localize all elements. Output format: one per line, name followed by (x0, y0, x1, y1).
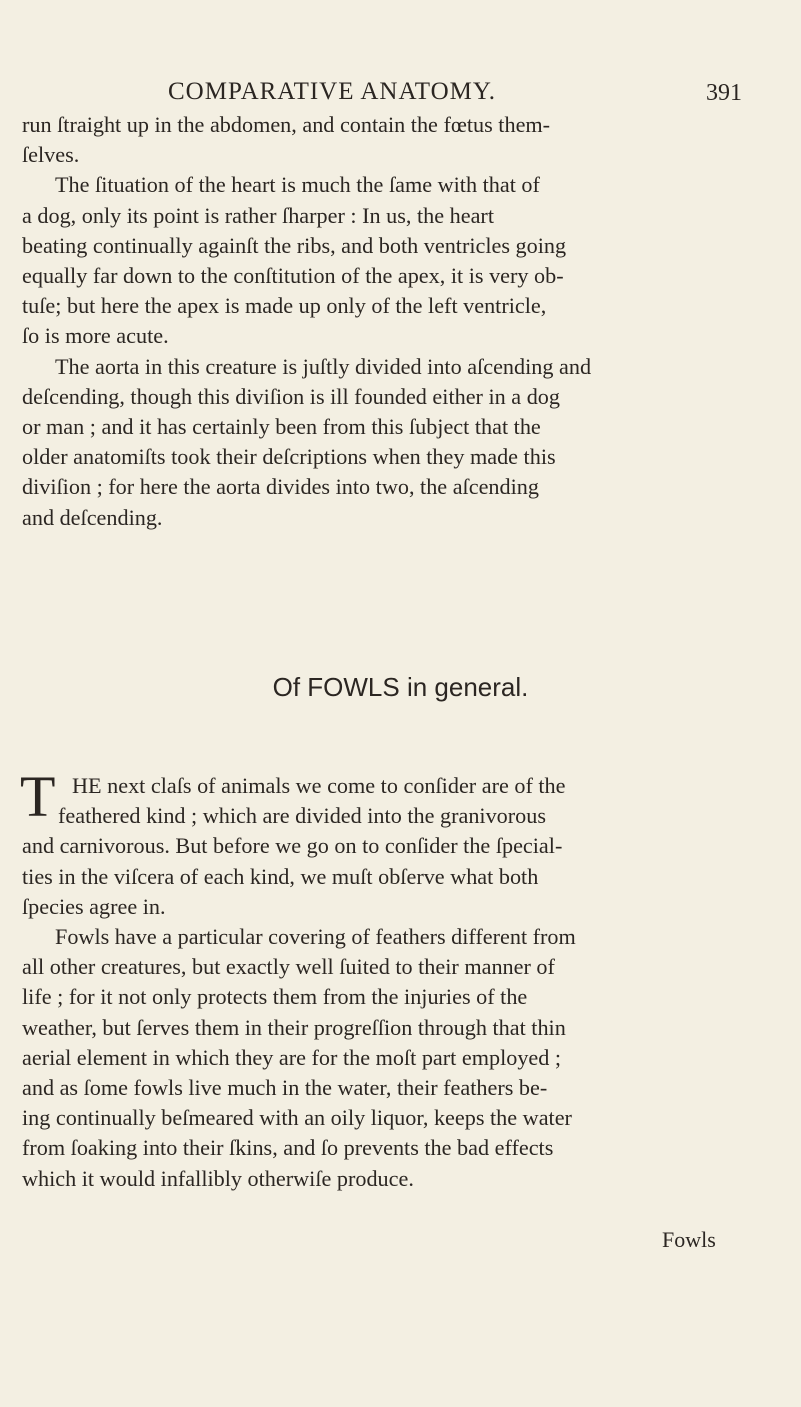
running-title: COMPARATIVE ANATOMY. (168, 78, 496, 105)
text-line: and carnivorous. But before we go on to conſider the ſpecial- (22, 833, 563, 859)
text-line: feathered kind ; which are divided into the granivorous (58, 803, 546, 829)
text-line: ſo is more acute. (22, 323, 169, 349)
drop-cap: T (20, 764, 56, 829)
section-heading: Of FOWLS in general. (272, 672, 529, 702)
text-line: weather, but ſerves them in their progreſſion through that thin (22, 1014, 566, 1040)
text-line: a dog, only its point is rather ſharper : In us, the heart (22, 202, 494, 228)
text-line: aerial element in which they are for the moſt part employed ; (22, 1044, 562, 1070)
section-fowls-text (20, 764, 766, 1194)
text-line: which it would infallibly otherwiſe produce. (22, 1165, 414, 1191)
text-line: older anatomiſts took their deſcriptions when they made this (22, 444, 556, 470)
text-line: The ſituation of the heart is much the ſame with that of (55, 172, 540, 198)
text-line: run ſtraight up in the abdomen, and contain the fœtus them- (22, 112, 551, 137)
text-line: diviſion ; for here the aorta divides into two, the aſcending (22, 474, 539, 500)
page-number: 391 (706, 80, 742, 106)
text-line: ſelves. (22, 142, 80, 168)
text-line: deſcending, though this diviſion is ill founded either in a dog (22, 383, 560, 409)
text-line: or man ; and it has certainly been from this ſubject that the (22, 414, 541, 440)
text-line: beating continually againſt the ribs, and both ventricles going (22, 232, 567, 258)
text-line: Fowls have a particular covering of feathers different from (55, 924, 576, 950)
text-line: ties in the viſcera of each kind, we muſt obſerve what both (22, 863, 539, 889)
section-aorta-text (22, 110, 766, 533)
text-line: from ſoaking into their ſkins, and ſo prevents the bad effects (22, 1135, 554, 1161)
text-line: and deſcending. (22, 504, 163, 530)
text-line: tuſe; but here the apex is made up only of the left ventricle, (22, 293, 547, 319)
text-line: ing continually beſmeared with an oily liquor, keeps the water (22, 1105, 572, 1131)
catchword: Fowls (662, 1227, 716, 1252)
text-line: equally far down to the conſtitution of the apex, it is very ob- (22, 263, 564, 289)
text-line: and as ſome fowls live much in the water, their feathers be- (22, 1075, 548, 1101)
text-line: HE next claſs of animals we come to conſider are of the (72, 773, 566, 798)
text-line: The aorta in this creature is juſtly divided into aſcending and (55, 353, 592, 379)
text-line: all other creatures, but exactly well ſuited to their manner of (22, 954, 555, 980)
text-line: life ; for it not only protects them from the injuries of the (22, 984, 528, 1010)
text-line: ſpecies agree in. (22, 893, 166, 919)
